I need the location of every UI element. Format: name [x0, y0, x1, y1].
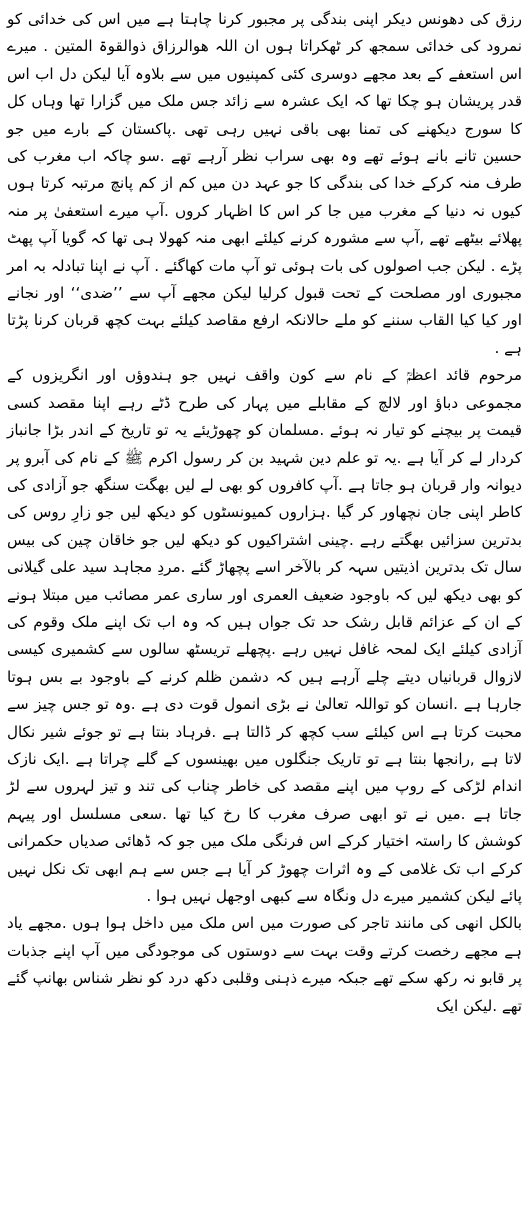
paragraph: بالکل انھی کی مانند تاجر کی صورت میں اس ملک میں داخل ہوا ہوں .مجھے یاد ہے مجھے رخصت کرتے وقت بہت سے دوستوں کی موجودگی میں آپ اپنے جذبات پر قابو نہ رکھ سکے تھے جبکہ میرے ذہنی وقلبی دکھ درد کو نظر شناس بھانپ گئے تھے .لیکن ایک	[7, 914, 522, 1015]
paragraph: مرحوم قائد اعظمؒ کے نام سے کون واقف نہیں جو ہندوؤں اور انگریزوں کے مجموعی دباؤ اور لالچ کے مقابلے میں پہار کی طرح ڈٹے رہے اپنا مقصد کسی قیمت پر بیچنے کو تیار نہ ہوئے .مسلمان کو چھوڑیئے یہ تو تاریخ کے اندر بڑا جانباز کردار لے کر آیا ہے .یہ تو علم دین شہید بن کر رسول اکرم ﷺ کے نام کی آبرو پر دیوانہ وار قربان ہو جاتا ہے .آپ کافروں کو بھی لے لیں بھگت سنگھ جو آزادی کی کاطر اپنی جان نچھاور کر گیا .ہزاروں کمیونسٹوں کو دیکھ لیں جو زارِ روس کی بدترین سزائیں بھگتے رہے .چینی اشتراکیوں کو دیکھ لیں جو خاقان چین کی بیس سال تک بدترین اذیتیں سہہ کر بالآخر اسے پچھاڑ گئے .مردِ مجاہد سید علی گیلانی کو بھی دیکھ لیں کہ باوجود ضعیف العمری اور ساری عمر مصائب میں مبتلا ہونے کے ان کے عزائم قابل رشک حد تک جواں ہیں کہ وہ اب تک اپنے ملک وقوم کی آزادی کیلئے ایک لمحہ غافل نہیں رہے .پچھلے تریسٹھ سالوں سے کشمیری کیسی لازوال قربانیاں دیتے چلے آرہے ہیں کہ دشمن ظلم کرنے کے باوجود بے بس ہوتا جارہا ہے .انسان کو تواللہ تعالیٰ نے بڑی انمول قوت دی ہے .وہ تو جس چیز سے محبت کرتا ہے اس کیلئے سب کچھ کر ڈالتا ہے .فرہاد بنتا ہے تو جوئے شیر نکال لاتا ہے ,رانجھا بنتا ہے تو تاریک جنگلوں میں بھینسوں کے گلے چراتا ہے .ایک نازک اندام لڑکی کے روپ میں اپنے مقصد کی خاطر چناب کی تند و تیز لہروں سے لڑ جاتا ہے .میں نے تو ابھی صرف مغرب کا رخ کیا تھا .سعی مسلسل اور پیہم کوشش کا راستہ اختیار کرکے اس فرنگی ملک میں جو کہ ڈھائی صدیاں حکمرانی کرکے اب تک غلامی کے وہ اثرات چھوڑ کر آیا ہے جس سے ہم ابھی تک نکل نہیں پائے لیکن کشمیر میرے دل ونگاہ سے کبھی اوجھل نہیں ہوا .	[7, 366, 522, 905]
paragraph: رزق کی دھونس دیکر اپنی بندگی پر مجبور کرنا چاہتا ہے میں اس کی خدائی کو نمرود کی خدائی سمجھ کر ٹھکراتا ہوں ان اللہ ھوالرزاق ذوالقوۃ المتین . میرے اس استعفے کے بعد مجھے دوسری کئی کمپنیوں میں سے بلاوہ آیا لیکن دل اب اس قدر پریشان ہو چکا تھا کہ ایک عشرہ سے زائد جس ملک میں گزارا تھا وہاں کل کا سورج دیکھنے کی تمنا بھی باقی نہیں رہی تھی .پاکستان کے بارے میں جو حسین تانے بانے ہوئے تھے وہ بھی سراب نظر آرہے تھے .سو چاکہ اب مغرب کی طرف منہ کرکے خدا کی بندگی کا جو عہد دن میں کم از کم پانچ مرتبہ کرتا ہوں کیوں نہ دنیا کے مغرب میں جا کر اس کا اظہار کروں .آپ میرے استعفیٰ پر منہ پھلائے بیٹھے تھے ,آپ سے مشورہ کرنے کیلئے ابھی منہ کھولا ہی تھا کہ گویا آپ پھٹ پڑے . لیکن جب اصولوں کی بات ہوئی تو آپ مات کھاگئے . آپ نے اپنا تبادلہ بہ امر مجبوری اور مصلحت کے تحت قبول کرلیا لیکن مجھے آپ سے ’’ضدی‘‘ اور نجانے اور کیا کیا القاب سننے کو ملے حالانکہ ارفع مقاصد کیلئے بہت کچھ قربان کرنا پڑتا ہے .	[7, 10, 522, 357]
